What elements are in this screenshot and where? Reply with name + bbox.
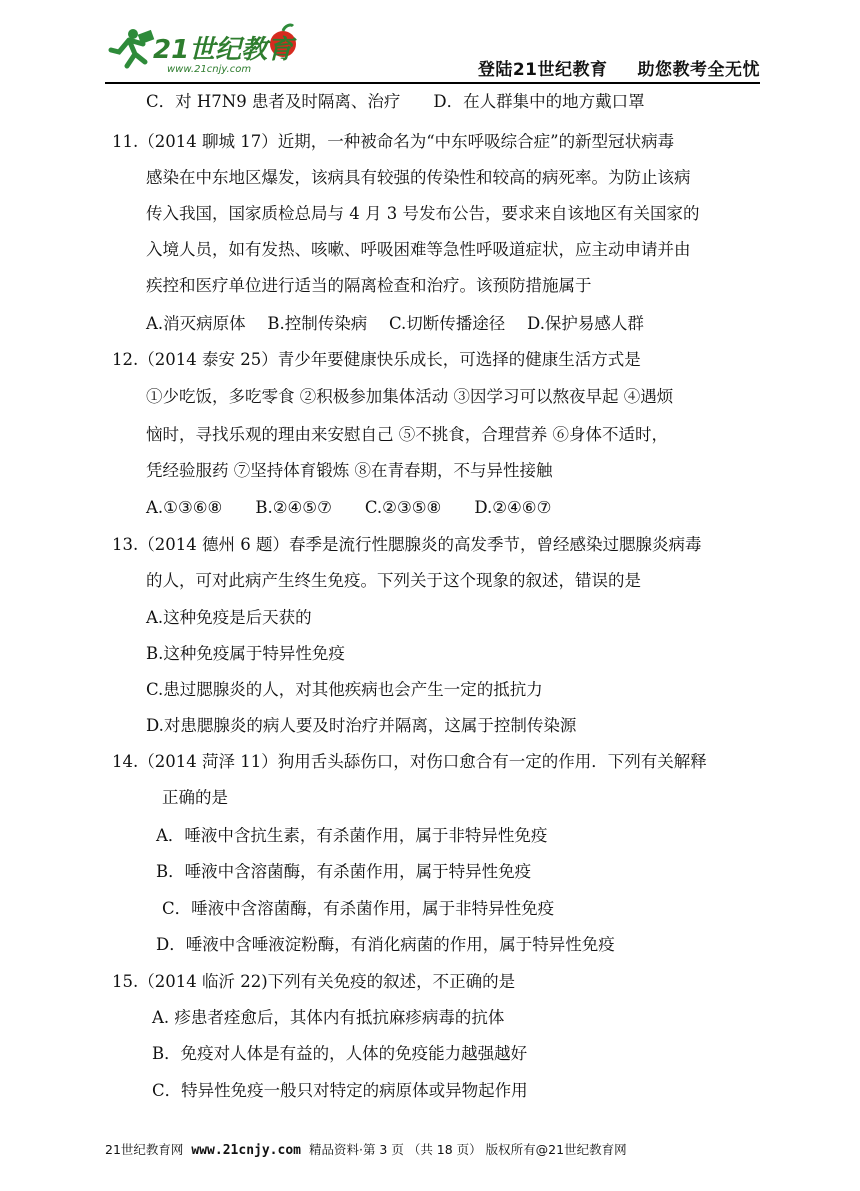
footer-left: 21世纪教育网	[105, 1142, 184, 1157]
option-c: C.患过腮腺炎的人，对其他疾病也会产生一定的抵抗力	[146, 680, 543, 699]
page-footer	[105, 1140, 627, 1158]
text-line: C．对 H7N9 患者及时隔离、治疗 D．在人群集中的地方戴口罩	[146, 92, 645, 111]
footer-right: 精品资料·第 3 页 （共 18 页） 版权所有@21世纪教育网	[308, 1142, 627, 1157]
footer-site-link[interactable]: www.21cnjy.com	[191, 1143, 301, 1158]
option-b: B．唾液中含溶菌酶，有杀菌作用，属于特异性免疫	[156, 862, 532, 881]
text-line: ①少吃饭，多吃零食 ②积极参加集体活动 ③因学习可以熬夜早起 ④遇烦	[146, 387, 674, 406]
option-c: C．特异性免疫一般只对特定的病原体或异物起作用	[152, 1081, 528, 1100]
option-a: A. 疹患者痊愈后，其体内有抵抗麻疹病毒的抗体	[152, 1008, 505, 1027]
text-line: 传入我国，国家质检总局与 4 月 3 号发布公告，要求来自该地区有关国家的	[146, 204, 700, 223]
runner-icon	[111, 29, 154, 66]
text-line: 凭经验服药 ⑦坚持体育锻炼 ⑧在青春期，不与异性接触	[146, 461, 553, 480]
text-line: 疾控和医疗单位进行适当的隔离检查和治疗。该预防措施属于	[146, 276, 592, 295]
option-d: D.对患腮腺炎的病人要及时治疗并隔离，这属于控制传染源	[146, 716, 577, 735]
text-line: 感染在中东地区爆发，该病具有较强的传染性和较高的病死率。为防止该病	[146, 168, 691, 187]
options-line: A.①③⑥⑧ B.②④⑤⑦ C.②③⑤⑧ D.②④⑥⑦	[146, 498, 552, 517]
text-line: 恼时，寻找乐观的理由来安慰自己 ⑤不挑食，合理营养 ⑥身体不适时，	[146, 425, 668, 444]
question-14-line: 14.（2014 菏泽 11）狗用舌头舔伤口，对伤口愈合有一定的作用．下列有关解释	[112, 752, 707, 771]
text-line: 正确的是	[162, 788, 228, 807]
text-line: 入境人员，如有发热、咳嗽、呼吸困难等急性呼吸道症状，应主动申请并由	[146, 240, 691, 259]
slogan-right: 助您教考全无忧	[637, 60, 760, 80]
option-d: D．唾液中含唾液淀粉酶，有消化病菌的作用，属于特异性免疫	[156, 935, 615, 954]
option-a: A.这种免疫是后天获的	[146, 608, 312, 627]
logo-text: 21世纪教育	[153, 35, 294, 65]
page-header	[105, 22, 760, 84]
header-divider	[105, 82, 760, 84]
logo-url-text: www.21cnjy.com	[167, 64, 252, 75]
question-13-line: 13.（2014 德州 6 题）春季是流行性腮腺炎的高发季节，曾经感染过腮腺炎病毒	[112, 535, 702, 554]
slogan-left: 登陆21世纪教育	[477, 60, 608, 80]
option-c: C．唾液中含溶菌酶，有杀菌作用，属于非特异性免疫	[162, 899, 555, 918]
site-logo	[105, 22, 315, 78]
question-11-line: 11.（2014 聊城 17）近期，一种被命名为“中东呼吸综合症”的新型冠状病毒	[112, 132, 675, 151]
option-a: A．唾液中含抗生素，有杀菌作用，属于非特异性免疫	[156, 826, 548, 845]
text-line: 的人，可对此病产生终生免疫。下列关于这个现象的叙述，错误的是	[146, 571, 641, 590]
question-15-line: 15.（2014 临沂 22)下列有关免疫的叙述，不正确的是	[112, 972, 516, 991]
option-b: B.这种免疫属于特异性免疫	[146, 644, 345, 663]
question-12-line: 12.（2014 泰安 25）青少年要健康快乐成长，可选择的健康生活方式是	[112, 350, 641, 369]
option-b: B．免疫对人体是有益的，人体的免疫能力越强越好	[152, 1044, 528, 1063]
header-slogan	[478, 55, 760, 80]
options-line: A.消灭病原体 B.控制传染病 C.切断传播途径 D.保护易感人群	[146, 314, 644, 333]
